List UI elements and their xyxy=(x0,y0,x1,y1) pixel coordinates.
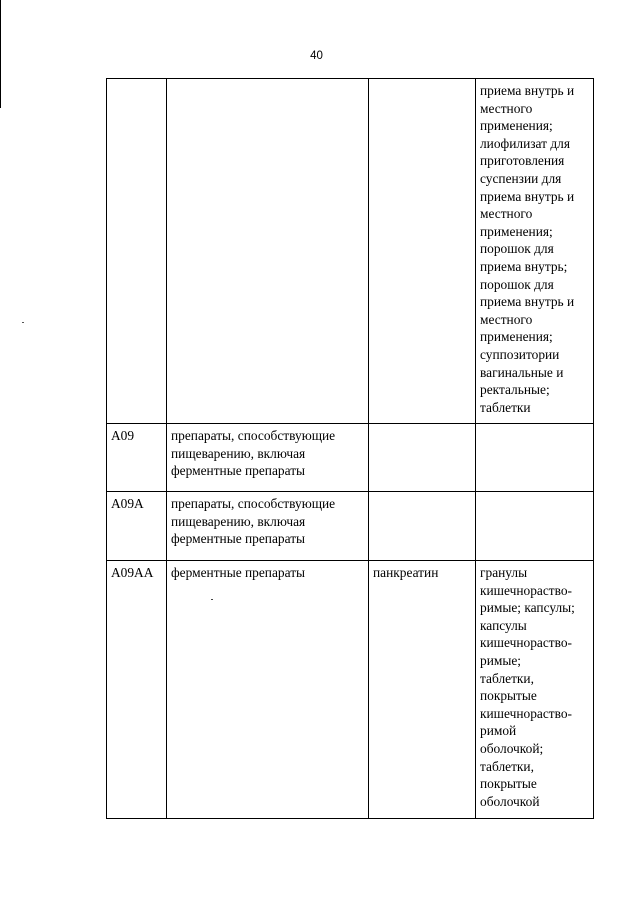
scan-speck xyxy=(22,322,24,323)
anatomical-group-cell: препараты, способствующие пищеварению, включая ферментные препараты xyxy=(167,424,369,492)
dosage-form-cell xyxy=(476,424,594,492)
atc-code-cell: A09 xyxy=(107,424,167,492)
table-row xyxy=(107,79,594,424)
medication-table xyxy=(106,78,594,819)
drug-name-cell xyxy=(369,492,476,561)
anatomical-group-cell xyxy=(167,79,369,424)
anatomical-group-cell: препараты, способствующие пищеварению, включая ферментные препараты xyxy=(167,492,369,561)
dosage-form-cell: гранулы кишечнораство- римые; капсулы; капсулы кишечнораство- римые; таблетки, покрытые кишечнораство- римой оболочкой; таблетки, покрытые оболочкой xyxy=(476,561,594,819)
table-row xyxy=(107,561,594,819)
drug-name-cell: панкреатин xyxy=(369,561,476,819)
anatomical-group-cell: ферментные препараты xyxy=(167,561,369,819)
table-row xyxy=(107,424,594,492)
drug-name-cell xyxy=(369,424,476,492)
dosage-form-cell: приема внутрь и местного применения; лиофилизат для приготовления суспензии для приема внутрь и местного применения; порошок для приема внутрь; порошок для приема внутрь и местного применения; суппозитории вагинальные и ректальные; таблетки xyxy=(476,79,594,424)
atc-code-cell xyxy=(107,79,167,424)
scan-speck xyxy=(211,599,213,600)
atc-code-cell: A09A xyxy=(107,492,167,561)
table-row xyxy=(107,492,594,561)
atc-code-cell: A09AA xyxy=(107,561,167,819)
dosage-form-cell xyxy=(476,492,594,561)
page-number: 40 xyxy=(310,50,323,62)
drug-name-cell xyxy=(369,79,476,424)
